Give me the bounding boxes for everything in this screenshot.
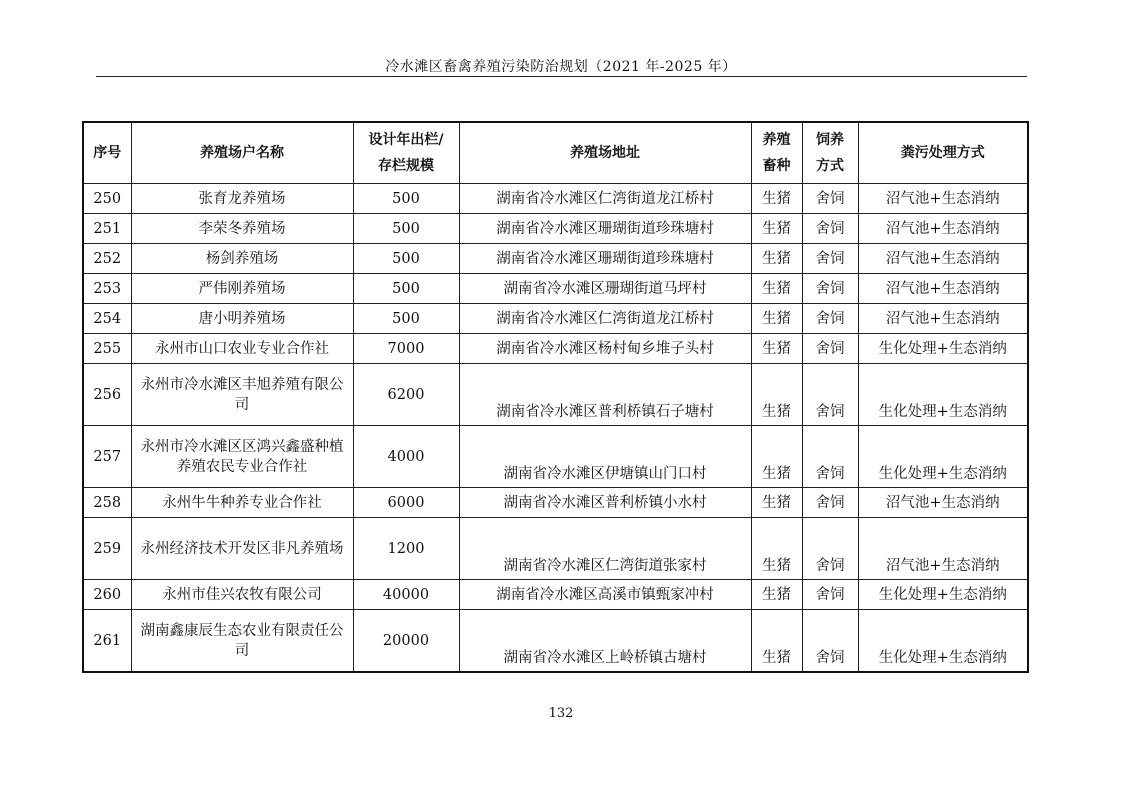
cell-species: 生猪 (751, 488, 802, 518)
cell-treatment: 沼气池+生态消纳 (858, 518, 1028, 580)
cell-species: 生猪 (751, 184, 802, 214)
header-scale-line1: 设计年出栏/ (368, 132, 444, 148)
cell-feeding: 舍饲 (802, 580, 858, 610)
cell-feeding: 舍饲 (802, 426, 858, 488)
cell-treatment: 沼气池+生态消纳 (858, 184, 1028, 214)
header-feeding-line1: 饲养 (816, 132, 844, 148)
cell-scale: 500 (353, 304, 459, 334)
cell-scale: 6200 (353, 364, 459, 426)
table-row (83, 244, 1028, 274)
cell-scale: 500 (353, 274, 459, 304)
header-rule (96, 76, 1027, 77)
cell-feeding: 舍饲 (802, 610, 858, 673)
cell-scale: 20000 (353, 610, 459, 673)
cell-feeding: 舍饲 (802, 274, 858, 304)
cell-species: 生猪 (751, 580, 802, 610)
header-address: 养殖场地址 (459, 122, 751, 184)
cell-species: 生猪 (751, 244, 802, 274)
cell-treatment: 生化处理+生态消纳 (858, 580, 1028, 610)
cell-name: 永州牛牛种养专业合作社 (131, 488, 353, 518)
table-row (83, 334, 1028, 364)
cell-species: 生猪 (751, 334, 802, 364)
cell-scale: 1200 (353, 518, 459, 580)
cell-seq: 258 (83, 488, 131, 518)
table-row (83, 184, 1028, 214)
cell-seq: 254 (83, 304, 131, 334)
cell-seq: 257 (83, 426, 131, 488)
cell-scale: 500 (353, 244, 459, 274)
cell-name: 永州市佳兴农牧有限公司 (131, 580, 353, 610)
cell-seq: 250 (83, 184, 131, 214)
table-row (83, 518, 1028, 580)
table-row (83, 364, 1028, 426)
cell-treatment: 生化处理+生态消纳 (858, 426, 1028, 488)
header-feeding (802, 122, 858, 184)
cell-name: 李荣冬养殖场 (131, 214, 353, 244)
cell-seq: 252 (83, 244, 131, 274)
cell-address: 湖南省冷水滩区珊瑚街道珍珠塘村 (459, 214, 751, 244)
table-row (83, 580, 1028, 610)
cell-name: 永州经济技术开发区非凡养殖场 (131, 518, 353, 580)
cell-feeding: 舍饲 (802, 304, 858, 334)
cell-treatment: 沼气池+生态消纳 (858, 304, 1028, 334)
cell-feeding: 舍饲 (802, 518, 858, 580)
cell-species: 生猪 (751, 518, 802, 580)
header-seq: 序号 (83, 122, 131, 184)
cell-seq: 261 (83, 610, 131, 673)
table-row (83, 488, 1028, 518)
cell-treatment: 生化处理+生态消纳 (858, 334, 1028, 364)
cell-seq: 259 (83, 518, 131, 580)
cell-address: 湖南省冷水滩区珊瑚街道珍珠塘村 (459, 244, 751, 274)
cell-feeding: 舍饲 (802, 244, 858, 274)
cell-scale: 500 (353, 184, 459, 214)
cell-treatment: 沼气池+生态消纳 (858, 244, 1028, 274)
cell-treatment: 沼气池+生态消纳 (858, 488, 1028, 518)
header-name: 养殖场户名称 (131, 122, 353, 184)
cell-name: 永州市冷水滩区丰旭养殖有限公司 (131, 364, 353, 426)
cell-seq: 256 (83, 364, 131, 426)
cell-name: 杨剑养殖场 (131, 244, 353, 274)
cell-address: 湖南省冷水滩区仁湾街道龙江桥村 (459, 184, 751, 214)
cell-seq: 253 (83, 274, 131, 304)
cell-address: 湖南省冷水滩区普利桥镇小水村 (459, 488, 751, 518)
cell-address: 湖南省冷水滩区珊瑚街道马坪村 (459, 274, 751, 304)
header-scale-line2: 存栏规模 (378, 158, 434, 174)
cell-feeding: 舍饲 (802, 334, 858, 364)
cell-treatment: 沼气池+生态消纳 (858, 214, 1028, 244)
cell-name: 湖南鑫康辰生态农业有限责任公司 (131, 610, 353, 673)
cell-seq: 260 (83, 580, 131, 610)
cell-name: 张育龙养殖场 (131, 184, 353, 214)
header-species-line1: 养殖 (762, 132, 791, 148)
cell-address: 湖南省冷水滩区伊塘镇山门口村 (459, 426, 751, 488)
cell-scale: 7000 (353, 334, 459, 364)
cell-name: 唐小明养殖场 (131, 304, 353, 334)
cell-scale: 500 (353, 214, 459, 244)
page-number: 132 (548, 706, 574, 721)
cell-treatment: 生化处理+生态消纳 (858, 364, 1028, 426)
table-row (83, 214, 1028, 244)
header-feeding-line2: 方式 (816, 158, 844, 174)
cell-seq: 255 (83, 334, 131, 364)
table-row (83, 274, 1028, 304)
cell-treatment: 沼气池+生态消纳 (858, 274, 1028, 304)
table-row (83, 610, 1028, 673)
cell-scale: 4000 (353, 426, 459, 488)
header-species-line2: 畜种 (762, 158, 791, 174)
cell-species: 生猪 (751, 364, 802, 426)
cell-address: 湖南省冷水滩区上岭桥镇古塘村 (459, 610, 751, 673)
cell-treatment: 生化处理+生态消纳 (858, 610, 1028, 673)
cell-name: 永州市山口农业专业合作社 (131, 334, 353, 364)
cell-name: 永州市冷水滩区区鸿兴鑫盛种植养殖农民专业合作社 (131, 426, 353, 488)
cell-address: 湖南省冷水滩区杨村甸乡堆子头村 (459, 334, 751, 364)
cell-species: 生猪 (751, 610, 802, 673)
cell-scale: 6000 (353, 488, 459, 518)
cell-address: 湖南省冷水滩区高溪市镇甄家冲村 (459, 580, 751, 610)
cell-species: 生猪 (751, 426, 802, 488)
cell-feeding: 舍饲 (802, 364, 858, 426)
cell-address: 湖南省冷水滩区仁湾街道张家村 (459, 518, 751, 580)
cell-address: 湖南省冷水滩区普利桥镇石子塘村 (459, 364, 751, 426)
cell-name: 严伟刚养殖场 (131, 274, 353, 304)
cell-address: 湖南省冷水滩区仁湾街道龙江桥村 (459, 304, 751, 334)
table-row (83, 304, 1028, 334)
cell-species: 生猪 (751, 274, 802, 304)
cell-feeding: 舍饲 (802, 214, 858, 244)
table-header-row (83, 122, 1028, 184)
table-row (83, 426, 1028, 488)
running-header-title: 冷水滩区畜禽养殖污染防治规划（2021 年-2025 年） (385, 59, 737, 75)
cell-species: 生猪 (751, 304, 802, 334)
cell-feeding: 舍饲 (802, 184, 858, 214)
cell-seq: 251 (83, 214, 131, 244)
header-scale (353, 122, 459, 184)
header-species (751, 122, 802, 184)
cell-feeding: 舍饲 (802, 488, 858, 518)
farm-table (82, 121, 1029, 673)
cell-scale: 40000 (353, 580, 459, 610)
header-treatment: 粪污处理方式 (858, 122, 1028, 184)
cell-species: 生猪 (751, 214, 802, 244)
